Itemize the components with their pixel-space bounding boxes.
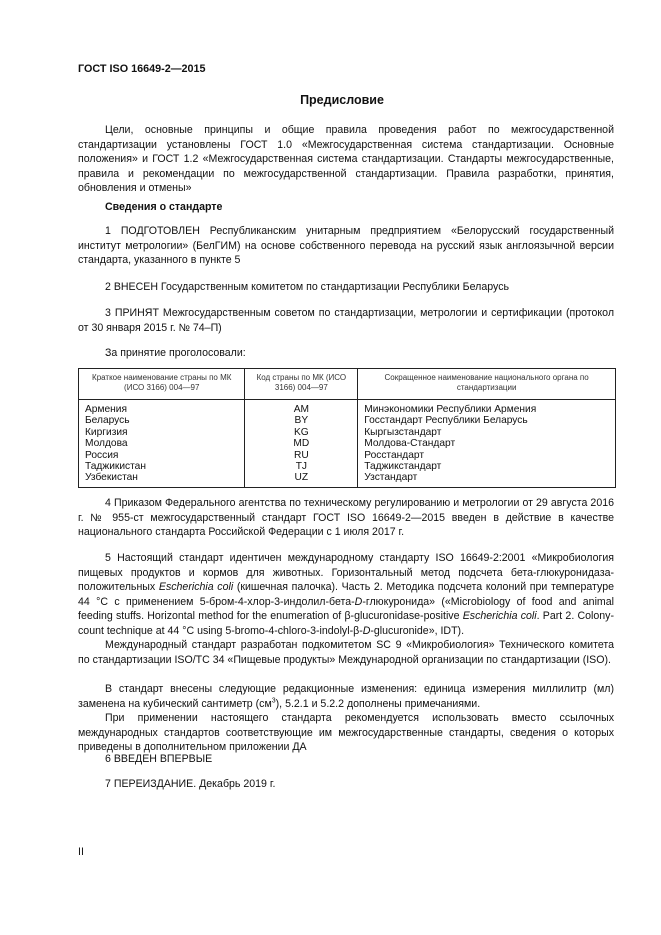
item-5-references: При применении настоящего стандарта рекомендуется использовать вместо ссылочных международных стандартов соответствующие им межгосударственные стандарты, сведения о которых приведены в дополнительном приложении ДА — [78, 712, 614, 753]
item-5-text: -глюкуронида» («Microbiology of food and animal feeding stuffs. Horizontal method for the enumeration of β-glucuronidase-positive — [78, 595, 614, 622]
page-title: Предисловие — [300, 93, 384, 107]
standard-code: ГОСТ ISO 16649-2—2015 — [78, 63, 206, 75]
standards-body-cell: Таджикстандарт — [358, 461, 616, 472]
country-code-cell: TJ — [245, 461, 358, 472]
header-country-code: Код страны по МК (ИСО 3166) 004—97 — [245, 369, 358, 400]
section-heading: Сведения о стандарте — [105, 201, 223, 213]
table-header-row — [79, 369, 616, 400]
country-code-cell: KG — [245, 427, 358, 438]
country-name-cell: Узбекистан — [79, 472, 245, 487]
item-5-developer: Международный стандарт разработан подкомитетом SC 9 «Микробиология» Технического комитета по стандартизации ISO/TC 34 «Пищевые продукты» Международной организации по стандартизации (ISO). — [78, 639, 614, 666]
table-row — [79, 400, 616, 416]
header-country-name: Краткое наименование страны по МК (ИСО 3166) 004—97 — [79, 369, 245, 400]
table-row — [79, 450, 616, 461]
superscript: 3 — [271, 696, 276, 704]
table-row — [79, 461, 616, 472]
country-name-cell: Киргизия — [79, 427, 245, 438]
country-code-cell: BY — [245, 415, 358, 426]
item-4-enacted: 4 Приказом Федерального агентства по техническому регулированию и метрологии от 29 августа 2016 г. № 955-ст межгосударственный стандарт ГОСТ ISO 16649-2—2015 введен в действие в качестве национального стандарта Российской Федерации с 1 июля 2017 г. — [78, 497, 614, 538]
item-5-italic: D — [354, 595, 363, 608]
country-code-cell: AM — [245, 400, 358, 416]
standards-body-cell: Молдова-Стандарт — [358, 438, 616, 449]
country-name-cell: Таджикистан — [79, 461, 245, 472]
country-code-cell: MD — [245, 438, 358, 449]
item-5-italic: Escherichia coli — [462, 610, 537, 622]
item-5-identical — [78, 551, 614, 638]
voted-label: За принятие проголосовали: — [105, 347, 246, 359]
voting-table — [78, 368, 616, 488]
item-5-text: 5 Настоящий стандарт идентичен международному стандарту ISO 16649-2:2001 «Микробиология пищевых продуктов и кормов для животных. Горизонтальный метод подсчета бета-глюкуронидаза-положительных — [78, 552, 614, 593]
country-name-cell: Беларусь — [79, 415, 245, 426]
country-name-cell: Россия — [79, 450, 245, 461]
item-2-submitted: 2 ВНЕСЕН Государственным комитетом по стандартизации Республики Беларусь — [105, 281, 510, 293]
page-number: II — [78, 846, 84, 858]
country-name-cell: Армения — [79, 400, 245, 416]
item-5-changes-text: ), 5.2.1 и 5.2.2 дополнены примечаниями. — [275, 697, 481, 710]
item-7-reissue: 7 ПЕРЕИЗДАНИЕ. Декабрь 2019 г. — [105, 778, 276, 790]
table-row — [79, 472, 616, 487]
item-1-prepared: 1 ПОДГОТОВЛЕН Республиканским унитарным предприятием «Белорусский государственный институт метрологии» (БелГИМ) на основе собственного перевода на русский язык англоязычной версии стандарта, указанного в пункте 5 — [78, 225, 614, 266]
standards-body-cell: Кыргызстандарт — [358, 427, 616, 438]
table-row — [79, 415, 616, 426]
country-code-cell: RU — [245, 450, 358, 461]
item-5-italic: Escherichia coli — [158, 581, 234, 593]
standards-body-cell: Минэкономики Республики Армения — [358, 400, 616, 416]
item-5-italic: D — [362, 624, 371, 637]
standards-body-cell: Госстандарт Республики Беларусь — [358, 415, 616, 426]
item-6-introduced: 6 ВВЕДЕН ВПЕРВЫЕ — [105, 753, 213, 765]
item-3-adopted: 3 ПРИНЯТ Межгосударственным советом по стандартизации, метрологии и сертификации (протокол от 30 января 2015 г. № 74–П) — [78, 307, 614, 334]
table-row — [79, 427, 616, 438]
item-5-changes — [78, 682, 614, 711]
country-name-cell: Молдова — [79, 438, 245, 449]
item-5-text: -glucuronide», IDT). — [370, 624, 465, 637]
header-standards-body: Сокращенное наименование национального органа по стандартизации — [358, 369, 616, 400]
intro-paragraph: Цели, основные принципы и общие правила проведения работ по межгосударственной стандартизации установлены ГОСТ 1.0 «Межгосударственная система стандартизации. Основные положения» и ГОСТ 1.2 «Межгосударственная система стандартизации. Стандарты межгосударственные, правила и рекомендации по межгосударственной стандартизации. Правила разработки, принятия, обновления и отмены» — [78, 124, 614, 194]
standards-body-cell: Росстандарт — [358, 450, 616, 461]
item-5-text: . Part 2. Colony-count technique at 44 °С using 5-bromo-4-chloro-3-indolyl-β- — [78, 610, 614, 637]
item-5-changes-text: В стандарт внесены следующие редакционные изменения: единица измерения миллилитр (мл) заменена на кубический сантиметр (см — [78, 683, 614, 710]
item-5-text: (кишечная палочка). Часть 2. Методика подсчета колоний при температуре 44 °С с применением 5-бром-4-хлор-3-индолил-бета- — [78, 581, 614, 608]
standards-body-cell: Узстандарт — [358, 472, 616, 487]
country-code-cell: UZ — [245, 472, 358, 487]
table-row — [79, 438, 616, 449]
